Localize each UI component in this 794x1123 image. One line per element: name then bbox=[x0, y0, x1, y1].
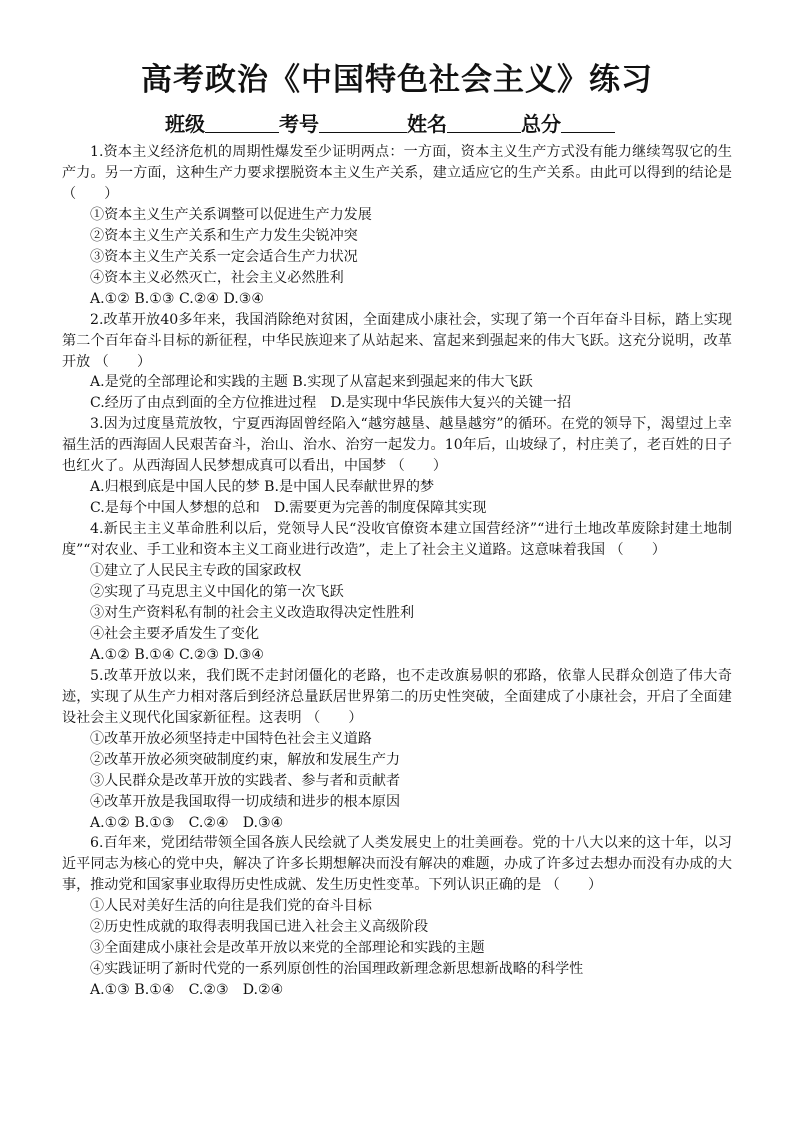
option-line: ③资本主义生产关系一定会适合生产力状况 bbox=[90, 248, 358, 265]
score-blank[interactable] bbox=[561, 112, 615, 133]
answer-choices: A.①② B.①③ C.②④ D.③④ bbox=[90, 290, 265, 307]
option-line: ①建立了人民民主专政的国家政权 bbox=[90, 563, 302, 580]
question-5 bbox=[62, 666, 732, 834]
name-blank[interactable] bbox=[447, 112, 521, 133]
exam-no-blank[interactable] bbox=[319, 112, 407, 133]
option-line: ①改革开放必须坚持走中国特色社会主义道路 bbox=[90, 730, 372, 747]
answer-choices: A.是党的全部理论和实践的主题 B.实现了从富起来到强起来的伟大飞跃 bbox=[90, 374, 533, 391]
option-line: ①人民对美好生活的向往是我们党的奋斗目标 bbox=[90, 898, 372, 915]
option-line: ④改革开放是我国取得一切成绩和进步的根本原因 bbox=[90, 793, 401, 810]
class-label: 班级 bbox=[165, 112, 205, 136]
question-stem: 1.资本主义经济危机的周期性爆发至少证明两点：一方面，资本主义生产方式没有能力继续驾驭它的生产力。另一方面，这种生产力要求摆脱资本主义生产关系，建立适应它的生产关系。由此可以得到的结论是 （ ） bbox=[62, 144, 732, 202]
question-1 bbox=[62, 142, 732, 310]
worksheet-title: 高考政治《中国特色社会主义》练习 bbox=[141, 62, 653, 98]
option-line: ①资本主义生产关系调整可以促进生产力发展 bbox=[90, 206, 372, 223]
answer-choices: A.①② B.①④ C.②③ D.③④ bbox=[90, 646, 265, 663]
answer-choices: C.经历了由点到面的全方位推进过程 D.是实现中华民族伟大复兴的关键一招 bbox=[90, 395, 572, 412]
option-line: ②资本主义生产关系和生产力发生尖锐冲突 bbox=[90, 227, 358, 244]
option-line: ③人民群众是改革开放的实践者、参与者和贡献者 bbox=[90, 772, 401, 789]
question-stem: 4.新民主主义革命胜利以后，党领导人民“没收官僚资本建立国营经济”“进行土地改革废除封建土地制度”“对农业、手工业和资本主义工商业进行改造”，走上了社会主义道路。这意味着我国 （ ） bbox=[62, 521, 732, 559]
question-stem: 5.改革开放以来，我们既不走封闭僵化的老路，也不走改旗易帜的邪路，依靠人民群众创造了伟大奇迹，实现了从生产力相对落后到经济总量跃居世界第二的历史性突破，全面建成了小康社会，开启了全面建设社会主义现代化国家新征程。这表明 （ ） bbox=[62, 667, 732, 726]
option-line: ②改革开放必须突破制度约束，解放和发展生产力 bbox=[90, 751, 401, 768]
question-6 bbox=[62, 833, 732, 1001]
score-label: 总分 bbox=[521, 112, 561, 136]
question-4 bbox=[62, 519, 732, 666]
student-info-line bbox=[165, 110, 645, 138]
question-stem: 3.因为过度垦荒放牧，宁夏西海固曾经陷入“越穷越垦、越垦越穷”的循环。在党的领导下，渴望过上幸福生活的西海固人民艰苦奋斗，治山、治水、治穷一起发力。10年后，山坡绿了，村庄美了，老百姓的日子也红火了。从西海固人民梦想成真可以看出，中国梦 （ ） bbox=[62, 416, 732, 475]
option-line: ③全面建成小康社会是改革开放以来党的全部理论和实践的主题 bbox=[90, 940, 485, 957]
option-line: ②实现了马克思主义中国化的第一次飞跃 bbox=[90, 584, 344, 601]
option-line: ④社会主要矛盾发生了变化 bbox=[90, 625, 260, 642]
question-2 bbox=[62, 310, 732, 415]
option-line: ④资本主义必然灭亡，社会主义必然胜利 bbox=[90, 269, 344, 286]
question-3 bbox=[62, 414, 732, 519]
questions-list bbox=[62, 142, 732, 1001]
question-stem: 2.改革开放40多年来，我国消除绝对贫困，全面建成小康社会，实现了第一个百年奋斗目标，踏上实现第二个百年奋斗目标的新征程，中华民族迎来了从站起来、富起来到强起来的伟大飞跃。这充分说明，改革开放 （ ） bbox=[62, 311, 732, 370]
answer-choices: C.是每个中国人梦想的总和 D.需要更为完善的制度保障其实现 bbox=[90, 500, 487, 517]
exam-no-label: 考号 bbox=[279, 112, 319, 136]
option-line: ④实践证明了新时代党的一系列原创性的治国理政新理念新思想新战略的科学性 bbox=[90, 961, 584, 978]
answer-choices: A.①③ B.①④ C.②③ D.②④ bbox=[90, 982, 284, 999]
question-stem: 6.百年来，党团结带领全国各族人民绘就了人类发展史上的壮美画卷。党的十八大以来的这十年，以习近平同志为核心的党中央，解决了许多长期想解决而没有解决的难题，办成了许多过去想办而没有办成的大事，推动党和国家事业取得历史性成就、发生历史性变革。下列认识正确的是 （ ） bbox=[62, 835, 732, 894]
answer-choices: A.①② B.①③ C.②④ D.③④ bbox=[90, 814, 284, 831]
name-label: 姓名 bbox=[407, 112, 447, 136]
class-blank[interactable] bbox=[205, 112, 279, 133]
option-line: ③对生产资料私有制的社会主义改造取得决定性胜利 bbox=[90, 604, 415, 621]
answer-choices: A.归根到底是中国人民的梦 B.是中国人民奉献世界的梦 bbox=[90, 479, 435, 496]
option-line: ②历史性成就的取得表明我国已进入社会主义高级阶段 bbox=[90, 919, 429, 936]
